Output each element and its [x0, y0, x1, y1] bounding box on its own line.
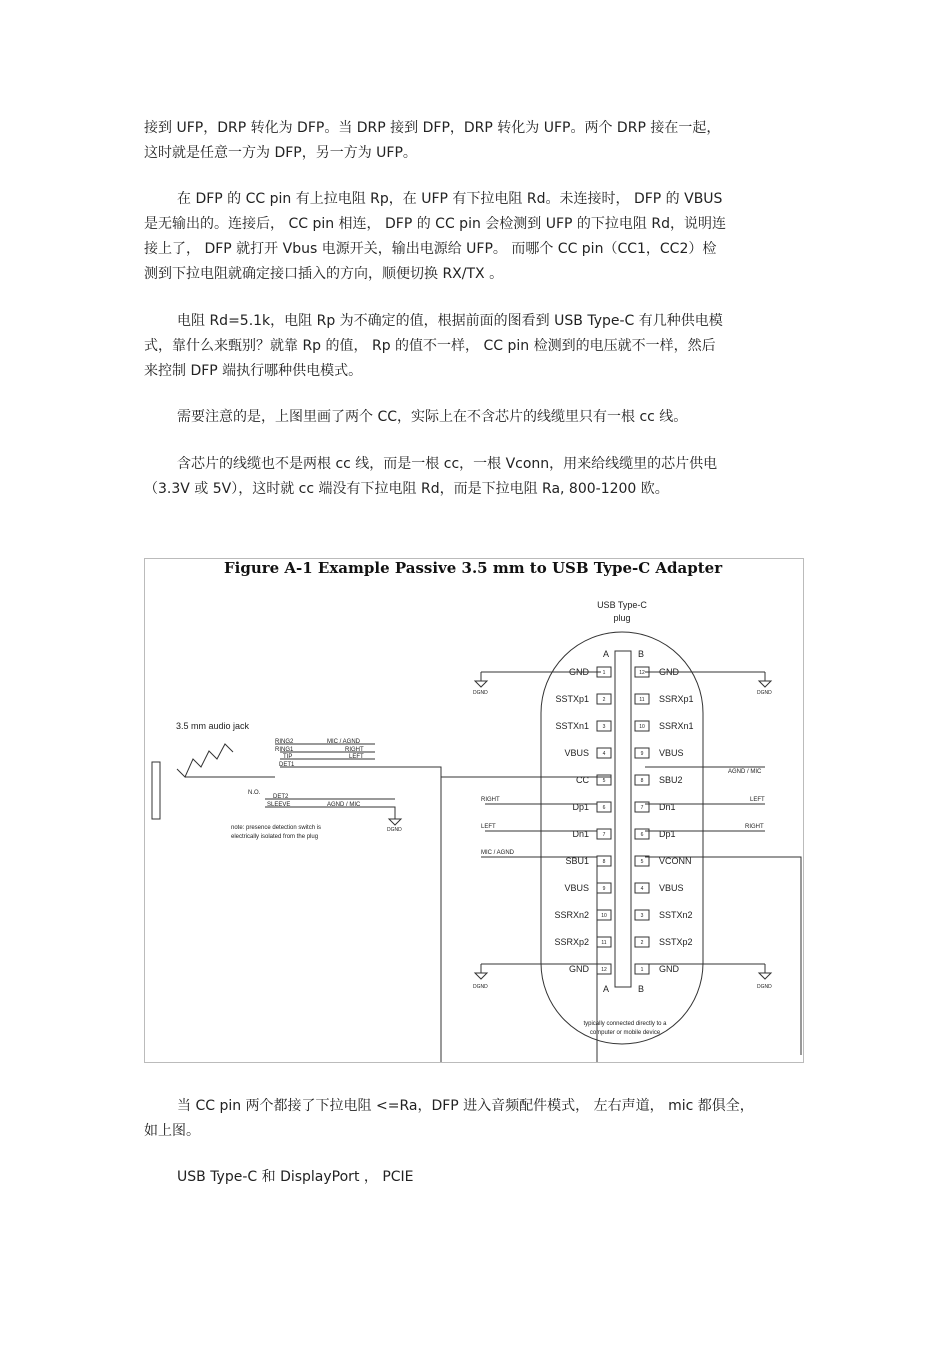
bottom-note-line2: computer or mobile device — [589, 1030, 661, 1036]
jack-label: 3.5 mm audio jack — [176, 721, 250, 731]
pin-name-b: SBU2 — [659, 775, 683, 785]
pin-number-b: 1 — [640, 967, 644, 973]
row-b-top: B — [637, 649, 645, 659]
ground-symbol — [757, 681, 772, 696]
pin-number-b: 3 — [640, 913, 644, 919]
jack-body — [152, 762, 160, 819]
pin-name-b: SSTXp2 — [659, 937, 693, 947]
pin-name-a: SSRXp2 — [554, 937, 589, 947]
pin-number-b: 4 — [640, 886, 644, 892]
pin-name-a: SBU1 — [565, 856, 589, 866]
jack-pin-sleeve: SLEEVE — [267, 802, 291, 808]
left-signal-left: LEFT — [481, 824, 496, 830]
ground-label: DGND — [387, 827, 402, 833]
pin-name-a: VBUS — [564, 883, 589, 893]
pin-group — [554, 667, 693, 974]
wire-lines — [305, 744, 801, 1062]
adapter-diagram — [145, 559, 803, 1062]
pin-name-b: Dp1 — [659, 829, 676, 839]
pin-number-a: 7 — [602, 832, 606, 838]
pin-name-a: Dp1 — [572, 802, 589, 812]
pin-number-a: 1 — [602, 670, 606, 676]
jack-pin-tip: TIP — [283, 754, 293, 760]
pin-number-a: 2 — [602, 697, 606, 703]
text-line: 接到 UFP，DRP 转化为 DFP。当 DRP 接到 DFP，DRP 转化为 UFP。两个 DRP 接在一起， — [144, 120, 721, 136]
row-a-top: A — [602, 649, 610, 659]
jack-no-label: N.O. — [248, 790, 261, 796]
jack-signal-left: LEFT — [349, 754, 364, 760]
pin-name-b: VCONN — [659, 856, 692, 866]
plug-label-line2: plug — [613, 613, 631, 623]
pin-name-a: GND — [569, 964, 589, 974]
ground-symbol — [757, 973, 772, 990]
ground-label: DGND — [757, 690, 772, 696]
paragraph-7 — [144, 1165, 804, 1190]
pin-name-b: SSTXn2 — [659, 910, 693, 920]
ground-label: DGND — [473, 690, 488, 696]
pin-name-b: GND — [659, 667, 679, 677]
pin-number-a: 3 — [602, 724, 606, 730]
pin-name-b: SSRXp1 — [659, 694, 694, 704]
text-line: 测到下拉电阻就确定接口插入的方向，顺便切换 RX/TX 。 — [144, 266, 504, 282]
text-line: 电阻 Rd=5.1k，电阻 Rp 为不确定的值，根据前面的图看到 USB Type-C 有几种供电模 — [177, 313, 723, 329]
pin-name-b: GND — [659, 964, 679, 974]
pin-number-a: 5 — [602, 778, 606, 784]
jack-note-line2: electrically isolated from the plug — [231, 834, 319, 840]
pin-name-b: VBUS — [659, 748, 684, 758]
jack-signal-right: RIGHT — [345, 747, 364, 753]
pin-number-b: 8 — [640, 778, 644, 784]
pin-number-b: 10 — [639, 724, 645, 730]
row-b-bottom: B — [637, 984, 645, 994]
paragraph-1 — [144, 116, 804, 166]
left-signal-mic-agnd: MIC / AGND — [481, 850, 515, 856]
pin-number-b: 6 — [640, 832, 644, 838]
text-line: 这时就是任意一方为 DFP，另一方为 UFP。 — [144, 145, 417, 161]
jack-pin-det2: DET2 — [273, 794, 289, 800]
pin-number-b: 11 — [639, 697, 645, 703]
text-line: 接上了， DFP 就打开 Vbus 电源开关，输出电源给 UFP。 而哪个 CC pin（CC1，CC2）检 — [144, 241, 717, 257]
paragraph-5 — [144, 452, 804, 502]
ground-wires — [481, 672, 765, 973]
ground-label: DGND — [473, 984, 488, 990]
text-line: 需要注意的是，上图里画了两个 CC，实际上在不含芯片的线缆里只有一根 cc 线。 — [177, 409, 688, 425]
pin-name-a: SSTXn1 — [555, 721, 589, 731]
pin-number-b: 12 — [639, 670, 645, 676]
pin-number-a: 6 — [602, 805, 606, 811]
pin-number-a: 8 — [602, 859, 606, 865]
pin-number-a: 4 — [602, 751, 606, 757]
paragraph-6 — [144, 1094, 804, 1144]
row-a-bottom: A — [602, 984, 610, 994]
pin-number-a: 9 — [602, 886, 606, 892]
jack-note-line1: note: presence detection switch is — [231, 825, 322, 831]
left-signal-right: RIGHT — [481, 797, 500, 803]
pin-name-b: Dn1 — [659, 802, 676, 812]
text-line: 如上图。 — [144, 1123, 200, 1139]
bottom-note-line1: typically connected directly to a — [583, 1021, 667, 1027]
pin-name-b: VBUS — [659, 883, 684, 893]
jack-pin-det1: DET1 — [279, 762, 295, 768]
paragraph-4 — [144, 405, 804, 430]
text-line: 含芯片的线缆也不是两根 cc 线，而是一根 cc，一根 Vconn，用来给线缆里的芯片供电 — [177, 456, 718, 472]
adapter-figure — [144, 558, 804, 1063]
ground-symbol — [387, 819, 402, 833]
pin-name-a: SSRXn2 — [554, 910, 589, 920]
jack-signal-mic-agnd: MIC / AGND — [327, 739, 361, 745]
text-line: 来控制 DFP 端执行哪种供电模式。 — [144, 363, 363, 379]
text-line: USB Type-C 和 DisplayPort ， PCIE — [177, 1169, 414, 1185]
pin-name-a: GND — [569, 667, 589, 677]
text-line: 在 DFP 的 CC pin 有上拉电阻 Rp，在 UFP 有下拉电阻 Rd。未连接时， DFP 的 VBUS — [177, 191, 723, 207]
jack-pin-ring2: RING2 — [275, 739, 294, 745]
pin-number-a: 10 — [601, 913, 607, 919]
right-signal-agnd-mic: AGND / MIC — [728, 769, 762, 775]
text-line: 式，靠什么来甄别？就靠 Rp 的值， Rp 的值不一样， CC pin 检测到的电压就不一样，然后 — [144, 338, 716, 354]
plug-tongue — [615, 651, 631, 987]
ground-symbol — [473, 681, 488, 696]
text-line: 是无输出的。连接后， CC pin 相连， DFP 的 CC pin 会检测到 UFP 的下拉电阻 Rd，说明连 — [144, 216, 726, 232]
ground-label: DGND — [757, 984, 772, 990]
paragraph-2 — [144, 187, 804, 287]
pin-number-a: 11 — [601, 940, 607, 946]
paragraph-3 — [144, 309, 804, 384]
plug-label-line1: USB Type-C — [597, 600, 647, 610]
pin-name-a: CC — [576, 775, 589, 785]
pin-number-a: 12 — [601, 967, 607, 973]
pin-number-b: 9 — [640, 751, 644, 757]
right-signal-left: LEFT — [750, 797, 765, 803]
figure-title: Figure A-1 Example Passive 3.5 mm to USB Type-C Adapter — [224, 559, 723, 577]
pin-name-a: Dn1 — [572, 829, 589, 839]
pin-name-b: SSRXn1 — [659, 721, 694, 731]
pin-number-b: 2 — [640, 940, 644, 946]
pin-number-b: 5 — [640, 859, 644, 865]
jack-signal-agnd-mic: AGND / MIC — [327, 802, 361, 808]
pin-name-a: SSTXp1 — [555, 694, 589, 704]
text-line: 当 CC pin 两个都接了下拉电阻 <=Ra，DFP 进入音频配件模式， 左右声道， mic 都俱全， — [177, 1098, 754, 1114]
pin-number-b: 7 — [640, 805, 644, 811]
right-signal-right: RIGHT — [745, 824, 764, 830]
text-line: （3.3V 或 5V），这时就 cc 端没有下拉电阻 Rd，而是下拉电阻 Ra, 800-1200 欧。 — [144, 481, 669, 497]
ground-symbol — [473, 973, 488, 990]
pin-name-a: VBUS — [564, 748, 589, 758]
jack-pin-ring1: RING1 — [275, 747, 294, 753]
